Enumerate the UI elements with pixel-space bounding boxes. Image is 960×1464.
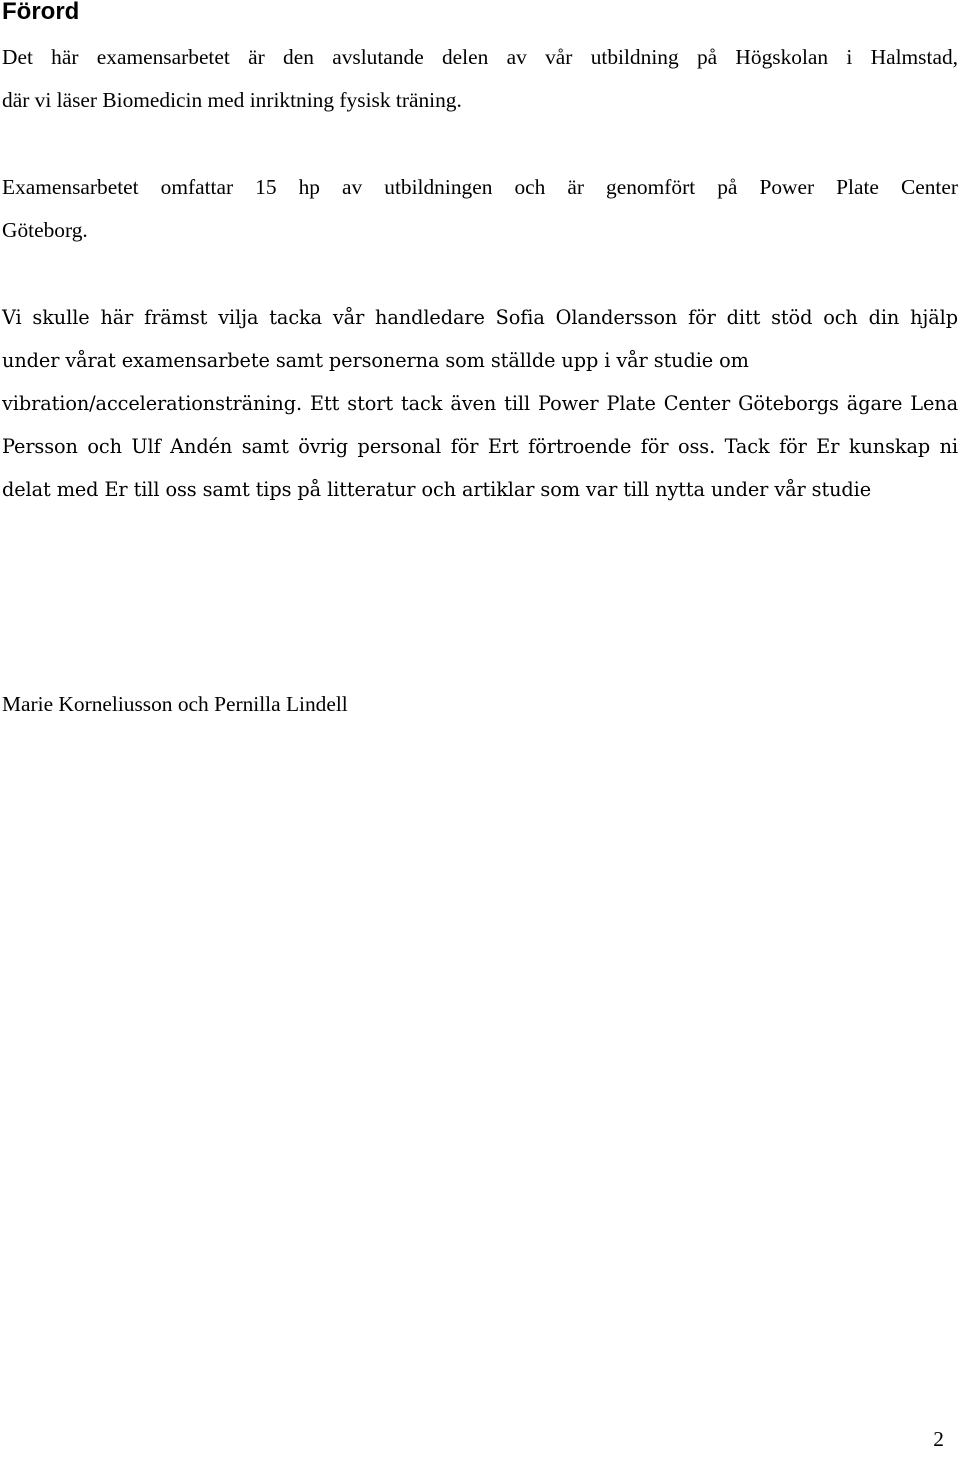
page-title: Förord [2,0,80,25]
paragraph-line: under vårat examensarbete samt personerna som ställde upp i vår studie om [2,349,749,372]
page-number: 2 [933,1427,944,1451]
paragraph-line: Persson och Ulf Andén samt övrig personal för Ert förtroende för oss. Tack för Er kunskap ni [2,435,958,458]
paragraph-acknowledgements [2,296,958,511]
paragraph-line: Examensarbetet omfattar 15 hp av utbildningen och är genomfört på Power Plate Center [2,175,958,199]
paragraph-line: delat med Er till oss samt tips på litteratur och artiklar som var till nytta under vår studie [2,478,872,501]
paragraph-line: där vi läser Biomedicin med inriktning fysisk träning. [2,88,462,112]
paragraph-line: Vi skulle här främst vilja tacka vår handledare Sofia Olandersson för ditt stöd och din hjälp [2,306,958,329]
paragraph-line: Det här examensarbetet är den avslutande delen av vår utbildning på Högskolan i Halmstad, [2,45,958,69]
paragraph-scope [2,166,958,252]
paragraph-line: Göteborg. [2,218,88,242]
signature: Marie Korneliusson och Pernilla Lindell [2,692,348,716]
paragraph-line: vibration/accelerationsträning. Ett stort tack även till Power Plate Center Göteborgs ägare Lena [2,392,958,415]
paragraph-intro [2,36,958,122]
